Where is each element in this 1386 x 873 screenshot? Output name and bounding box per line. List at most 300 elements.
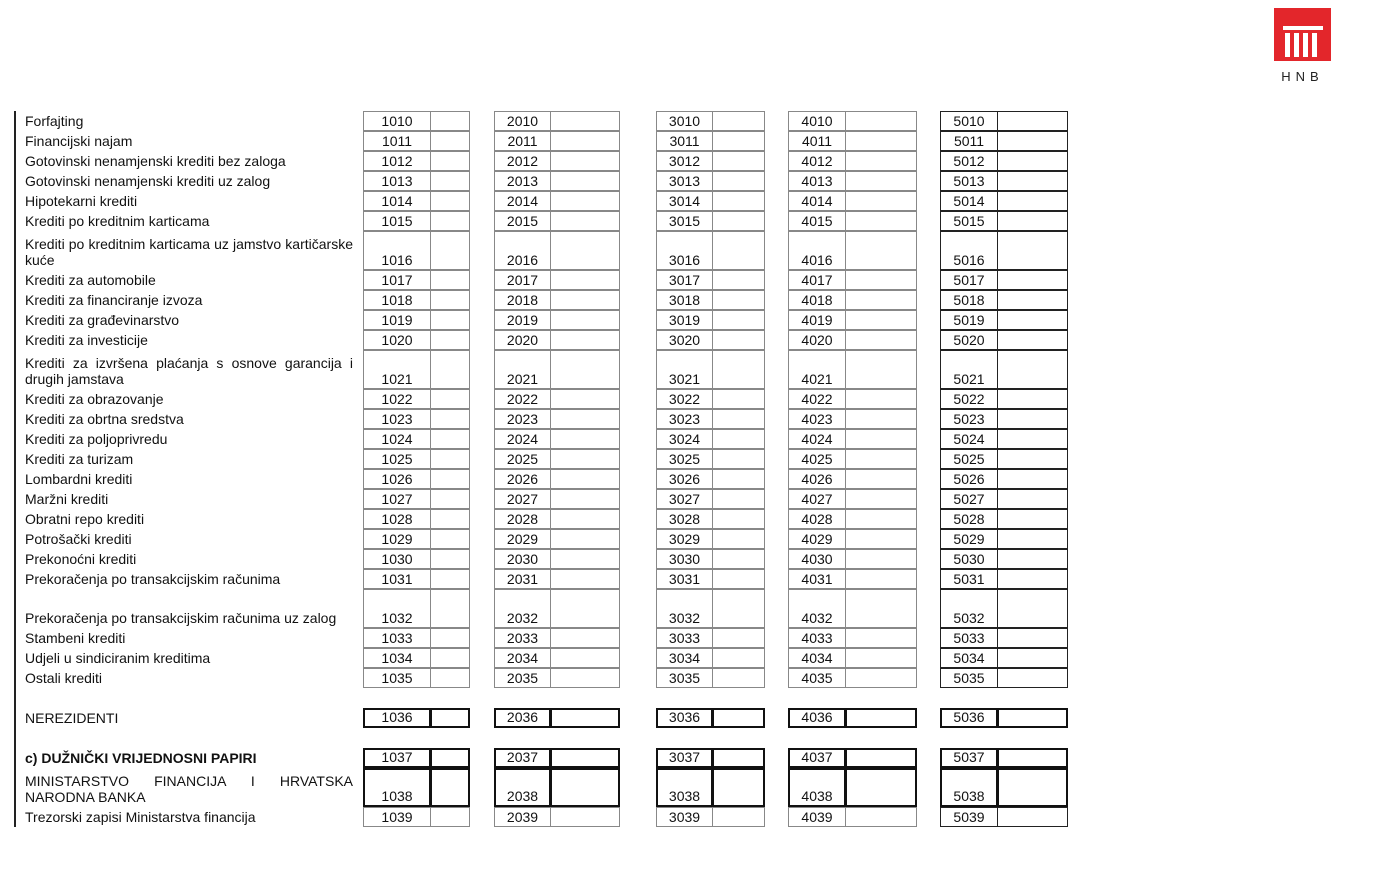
row-code: 2029 <box>494 529 551 549</box>
value-input-cell[interactable] <box>845 270 917 290</box>
table-row <box>0 429 1100 449</box>
left-rule <box>14 708 16 728</box>
value-input-cell[interactable] <box>430 708 470 728</box>
row-code: 5014 <box>940 191 998 211</box>
value-input-cell[interactable] <box>550 449 620 469</box>
row-code: 2033 <box>494 628 551 648</box>
row-code: 5019 <box>940 310 998 330</box>
row-label: Krediti za građevinarstvo <box>25 312 180 328</box>
value-input-cell[interactable] <box>550 807 620 827</box>
table-row <box>0 489 1100 509</box>
row-code: 1024 <box>363 429 431 449</box>
row-code: 1026 <box>363 469 431 489</box>
row-code: 1034 <box>363 648 431 668</box>
value-input-cell[interactable] <box>997 389 1068 409</box>
value-input-cell[interactable] <box>997 668 1068 688</box>
value-input-cell[interactable] <box>550 648 620 668</box>
row-code: 4032 <box>788 589 846 628</box>
value-input-cell[interactable] <box>997 807 1068 827</box>
row-code: 2022 <box>494 389 551 409</box>
row-code: 4021 <box>788 350 846 389</box>
value-input-cell[interactable] <box>430 768 470 807</box>
row-code: 5038 <box>940 768 998 807</box>
value-input-cell[interactable] <box>845 290 917 310</box>
value-input-cell[interactable] <box>712 290 765 310</box>
row-code: 3025 <box>656 449 713 469</box>
value-input-cell[interactable] <box>997 449 1068 469</box>
value-input-cell[interactable] <box>997 290 1068 310</box>
value-input-cell[interactable] <box>712 111 765 131</box>
value-input-cell[interactable] <box>550 330 620 350</box>
row-code: 4031 <box>788 569 846 589</box>
value-input-cell[interactable] <box>550 171 620 191</box>
row-label: Prekoračenja po transakcijskim računima <box>25 571 281 587</box>
row-code: 3023 <box>656 409 713 429</box>
value-input-cell[interactable] <box>430 131 470 151</box>
row-label: Potrošački krediti <box>25 531 132 547</box>
value-input-cell[interactable] <box>845 310 917 330</box>
row-label: Lombardni krediti <box>25 471 133 487</box>
value-input-cell[interactable] <box>550 708 620 728</box>
value-input-cell[interactable] <box>712 330 765 350</box>
table-row <box>0 231 1100 270</box>
table-row <box>0 330 1100 350</box>
value-input-cell[interactable] <box>845 211 917 231</box>
row-label: Forfajting <box>25 113 84 129</box>
value-input-cell[interactable] <box>845 449 917 469</box>
row-code: 2026 <box>494 469 551 489</box>
value-input-cell[interactable] <box>845 589 917 628</box>
table-row <box>0 270 1100 290</box>
row-code: 5034 <box>940 648 998 668</box>
value-input-cell[interactable] <box>430 648 470 668</box>
value-input-cell[interactable] <box>430 549 470 569</box>
value-input-cell[interactable] <box>550 310 620 330</box>
row-code: 2021 <box>494 350 551 389</box>
row-code: 2019 <box>494 310 551 330</box>
left-rule <box>14 668 16 688</box>
value-input-cell[interactable] <box>997 270 1068 290</box>
value-input-cell[interactable] <box>997 569 1068 589</box>
value-input-cell[interactable] <box>712 409 765 429</box>
row-code: 2030 <box>494 549 551 569</box>
value-input-cell[interactable] <box>845 748 917 768</box>
row-code: 4017 <box>788 270 846 290</box>
value-input-cell[interactable] <box>430 529 470 549</box>
row-code: 4024 <box>788 429 846 449</box>
row-code: 4027 <box>788 489 846 509</box>
value-input-cell[interactable] <box>997 748 1068 768</box>
row-code: 3032 <box>656 589 713 628</box>
row-code: 5015 <box>940 211 998 231</box>
table-row <box>0 151 1100 171</box>
value-input-cell[interactable] <box>430 469 470 489</box>
row-code: 2017 <box>494 270 551 290</box>
row-code: 1018 <box>363 290 431 310</box>
left-rule <box>14 350 16 389</box>
value-input-cell[interactable] <box>845 429 917 449</box>
value-input-cell[interactable] <box>550 569 620 589</box>
value-input-cell[interactable] <box>430 569 470 589</box>
value-input-cell[interactable] <box>997 628 1068 648</box>
table-row <box>0 290 1100 310</box>
value-input-cell[interactable] <box>430 628 470 648</box>
row-code: 5024 <box>940 429 998 449</box>
value-input-cell[interactable] <box>997 330 1068 350</box>
value-input-cell[interactable] <box>845 489 917 509</box>
value-input-cell[interactable] <box>550 350 620 389</box>
value-input-cell[interactable] <box>550 231 620 270</box>
value-input-cell[interactable] <box>550 469 620 489</box>
row-code: 2039 <box>494 807 551 827</box>
value-input-cell[interactable] <box>712 648 765 668</box>
row-code: 3016 <box>656 231 713 270</box>
left-rule <box>14 589 16 628</box>
value-input-cell[interactable] <box>845 171 917 191</box>
row-code: 3012 <box>656 151 713 171</box>
row-code: 3035 <box>656 668 713 688</box>
value-input-cell[interactable] <box>430 429 470 449</box>
table-row <box>0 648 1100 668</box>
row-code: 1028 <box>363 509 431 529</box>
table-row <box>0 589 1100 628</box>
row-code: 4038 <box>788 768 846 807</box>
value-input-cell[interactable] <box>712 270 765 290</box>
value-input-cell[interactable] <box>550 270 620 290</box>
value-input-cell[interactable] <box>712 668 765 688</box>
row-code: 2010 <box>494 111 551 131</box>
value-input-cell[interactable] <box>845 807 917 827</box>
value-input-cell[interactable] <box>997 529 1068 549</box>
row-code: 1017 <box>363 270 431 290</box>
value-input-cell[interactable] <box>845 469 917 489</box>
value-input-cell[interactable] <box>712 509 765 529</box>
value-input-cell[interactable] <box>430 489 470 509</box>
value-input-cell[interactable] <box>712 231 765 270</box>
table-row <box>0 748 1100 768</box>
left-rule <box>14 330 16 350</box>
row-code: 4033 <box>788 628 846 648</box>
value-input-cell[interactable] <box>845 628 917 648</box>
value-input-cell[interactable] <box>430 350 470 389</box>
row-code: 1036 <box>363 708 431 728</box>
value-input-cell[interactable] <box>997 768 1068 807</box>
row-code: 3014 <box>656 191 713 211</box>
row-code: 4034 <box>788 648 846 668</box>
value-input-cell[interactable] <box>430 668 470 688</box>
value-input-cell[interactable] <box>430 389 470 409</box>
value-input-cell[interactable] <box>845 409 917 429</box>
row-code: 5031 <box>940 569 998 589</box>
row-code: 1025 <box>363 449 431 469</box>
row-code: 5010 <box>940 111 998 131</box>
value-input-cell[interactable] <box>712 569 765 589</box>
row-code: 5030 <box>940 549 998 569</box>
value-input-cell[interactable] <box>550 389 620 409</box>
left-rule <box>14 728 16 748</box>
row-code: 2032 <box>494 589 551 628</box>
value-input-cell[interactable] <box>712 171 765 191</box>
left-rule <box>14 509 16 529</box>
row-code: 4026 <box>788 469 846 489</box>
row-code: 2036 <box>494 708 551 728</box>
value-input-cell[interactable] <box>712 628 765 648</box>
value-input-cell[interactable] <box>997 469 1068 489</box>
row-code: 2027 <box>494 489 551 509</box>
value-input-cell[interactable] <box>550 748 620 768</box>
row-code: 4029 <box>788 529 846 549</box>
value-input-cell[interactable] <box>430 409 470 429</box>
value-input-cell[interactable] <box>997 708 1068 728</box>
value-input-cell[interactable] <box>430 330 470 350</box>
row-label: Ostali krediti <box>25 670 103 686</box>
row-label: Obratni repo krediti <box>25 511 145 527</box>
value-input-cell[interactable] <box>550 549 620 569</box>
row-code: 1014 <box>363 191 431 211</box>
table-row <box>0 668 1100 688</box>
row-label: Udjeli u sindiciranim kreditima <box>25 650 211 666</box>
row-code: 5023 <box>940 409 998 429</box>
left-rule <box>14 131 16 151</box>
value-input-cell[interactable] <box>997 429 1068 449</box>
value-input-cell[interactable] <box>550 131 620 151</box>
row-code: 1037 <box>363 748 431 768</box>
value-input-cell[interactable] <box>550 768 620 807</box>
left-rule <box>14 469 16 489</box>
value-input-cell[interactable] <box>430 449 470 469</box>
row-code: 2020 <box>494 330 551 350</box>
table-row <box>0 111 1100 131</box>
row-code: 3011 <box>656 131 713 151</box>
row-code: 3038 <box>656 768 713 807</box>
value-input-cell[interactable] <box>997 231 1068 270</box>
value-input-cell[interactable] <box>430 111 470 131</box>
row-code: 3039 <box>656 807 713 827</box>
row-code: 1016 <box>363 231 431 270</box>
row-code: 3015 <box>656 211 713 231</box>
table-row <box>0 469 1100 489</box>
value-input-cell[interactable] <box>550 191 620 211</box>
row-code: 3019 <box>656 310 713 330</box>
value-input-cell[interactable] <box>550 409 620 429</box>
row-code: 1032 <box>363 589 431 628</box>
value-input-cell[interactable] <box>997 509 1068 529</box>
value-input-cell[interactable] <box>997 191 1068 211</box>
value-input-cell[interactable] <box>550 668 620 688</box>
value-input-cell[interactable] <box>845 668 917 688</box>
left-rule <box>14 688 16 708</box>
value-input-cell[interactable] <box>712 589 765 628</box>
table-row <box>0 628 1100 648</box>
row-code: 3017 <box>656 270 713 290</box>
row-code: 3020 <box>656 330 713 350</box>
value-input-cell[interactable] <box>845 330 917 350</box>
value-input-cell[interactable] <box>430 171 470 191</box>
row-code: 3018 <box>656 290 713 310</box>
value-input-cell[interactable] <box>430 589 470 628</box>
value-input-cell[interactable] <box>712 131 765 151</box>
value-input-cell[interactable] <box>845 768 917 807</box>
row-code: 5039 <box>940 807 998 827</box>
row-code: 5013 <box>940 171 998 191</box>
value-input-cell[interactable] <box>712 350 765 389</box>
value-input-cell[interactable] <box>550 489 620 509</box>
left-rule <box>14 549 16 569</box>
row-code: 5029 <box>940 529 998 549</box>
row-code: 3033 <box>656 628 713 648</box>
value-input-cell[interactable] <box>845 648 917 668</box>
left-rule <box>14 231 16 270</box>
row-code: 4022 <box>788 389 846 409</box>
value-input-cell[interactable] <box>550 211 620 231</box>
row-label: Krediti za financiranje izvoza <box>25 292 203 308</box>
value-input-cell[interactable] <box>845 708 917 728</box>
row-label: NEREZIDENTI <box>25 710 119 726</box>
value-input-cell[interactable] <box>845 231 917 270</box>
value-input-cell[interactable] <box>712 489 765 509</box>
value-input-cell[interactable] <box>550 589 620 628</box>
row-code: 4016 <box>788 231 846 270</box>
value-input-cell[interactable] <box>550 628 620 648</box>
value-input-cell[interactable] <box>550 290 620 310</box>
row-code: 2011 <box>494 131 551 151</box>
row-code: 1019 <box>363 310 431 330</box>
table-row <box>0 529 1100 549</box>
row-code: 3028 <box>656 509 713 529</box>
value-input-cell[interactable] <box>997 549 1068 569</box>
row-code: 1015 <box>363 211 431 231</box>
value-input-cell[interactable] <box>845 569 917 589</box>
row-code: 4013 <box>788 171 846 191</box>
value-input-cell[interactable] <box>845 111 917 131</box>
table-row <box>0 807 1100 827</box>
row-code: 5016 <box>940 231 998 270</box>
value-input-cell[interactable] <box>845 350 917 389</box>
logo-text: HNB <box>1281 69 1324 84</box>
value-input-cell[interactable] <box>997 648 1068 668</box>
row-label: Krediti za obrtna sredstva <box>25 411 184 427</box>
value-input-cell[interactable] <box>712 191 765 211</box>
value-input-cell[interactable] <box>430 270 470 290</box>
left-rule <box>14 389 16 409</box>
row-code: 1031 <box>363 569 431 589</box>
row-code: 4023 <box>788 409 846 429</box>
left-rule <box>14 211 16 231</box>
value-input-cell[interactable] <box>997 350 1068 389</box>
value-input-cell[interactable] <box>712 768 765 807</box>
left-rule <box>14 748 16 768</box>
row-code: 4019 <box>788 310 846 330</box>
table-row <box>0 211 1100 231</box>
value-input-cell[interactable] <box>845 151 917 171</box>
row-code: 2028 <box>494 509 551 529</box>
value-input-cell[interactable] <box>845 509 917 529</box>
value-input-cell[interactable] <box>430 191 470 211</box>
row-label: Prekoračenja po transakcijskim računima uz zalog <box>25 610 337 626</box>
value-input-cell[interactable] <box>430 290 470 310</box>
row-code: 2035 <box>494 668 551 688</box>
row-code: 4036 <box>788 708 846 728</box>
value-input-cell[interactable] <box>712 708 765 728</box>
value-input-cell[interactable] <box>550 529 620 549</box>
row-code: 5020 <box>940 330 998 350</box>
row-code: 3021 <box>656 350 713 389</box>
row-code: 4020 <box>788 330 846 350</box>
value-input-cell[interactable] <box>550 111 620 131</box>
value-input-cell[interactable] <box>550 429 620 449</box>
left-rule <box>14 290 16 310</box>
row-label: Krediti za automobile <box>25 272 156 288</box>
value-input-cell[interactable] <box>712 389 765 409</box>
value-input-cell[interactable] <box>712 449 765 469</box>
row-code: 1033 <box>363 628 431 648</box>
value-input-cell[interactable] <box>712 151 765 171</box>
row-code: 3026 <box>656 469 713 489</box>
value-input-cell[interactable] <box>997 111 1068 131</box>
value-input-cell[interactable] <box>712 310 765 330</box>
value-input-cell[interactable] <box>712 748 765 768</box>
row-code: 2023 <box>494 409 551 429</box>
value-input-cell[interactable] <box>430 748 470 768</box>
value-input-cell[interactable] <box>845 131 917 151</box>
left-rule <box>14 171 16 191</box>
value-input-cell[interactable] <box>550 151 620 171</box>
row-code: 5032 <box>940 589 998 628</box>
table-row <box>0 708 1100 728</box>
row-code: 1021 <box>363 350 431 389</box>
value-input-cell[interactable] <box>430 310 470 330</box>
left-rule <box>14 429 16 449</box>
value-input-cell[interactable] <box>997 489 1068 509</box>
left-rule <box>14 111 16 131</box>
value-input-cell[interactable] <box>430 151 470 171</box>
value-input-cell[interactable] <box>712 807 765 827</box>
value-input-cell[interactable] <box>997 310 1068 330</box>
value-input-cell[interactable] <box>845 389 917 409</box>
row-label: Krediti za obrazovanje <box>25 391 164 407</box>
row-code: 3010 <box>656 111 713 131</box>
value-input-cell[interactable] <box>845 529 917 549</box>
row-code: 5022 <box>940 389 998 409</box>
row-code: 1035 <box>363 668 431 688</box>
value-input-cell[interactable] <box>430 509 470 529</box>
value-input-cell[interactable] <box>430 807 470 827</box>
value-input-cell[interactable] <box>712 429 765 449</box>
value-input-cell[interactable] <box>997 589 1068 628</box>
value-input-cell[interactable] <box>712 211 765 231</box>
left-rule <box>14 191 16 211</box>
row-code: 4012 <box>788 151 846 171</box>
value-input-cell[interactable] <box>997 131 1068 151</box>
value-input-cell[interactable] <box>712 549 765 569</box>
value-input-cell[interactable] <box>550 509 620 529</box>
value-input-cell[interactable] <box>712 469 765 489</box>
value-input-cell[interactable] <box>845 549 917 569</box>
row-label: Financijski najam <box>25 133 133 149</box>
value-input-cell[interactable] <box>712 529 765 549</box>
row-code: 4025 <box>788 449 846 469</box>
row-label: Prekonoćni krediti <box>25 551 137 567</box>
value-input-cell[interactable] <box>997 151 1068 171</box>
value-input-cell[interactable] <box>430 211 470 231</box>
row-code: 1012 <box>363 151 431 171</box>
value-input-cell[interactable] <box>845 191 917 211</box>
value-input-cell[interactable] <box>997 211 1068 231</box>
left-rule <box>14 151 16 171</box>
value-input-cell[interactable] <box>997 409 1068 429</box>
value-input-cell[interactable] <box>997 171 1068 191</box>
value-input-cell[interactable] <box>430 231 470 270</box>
